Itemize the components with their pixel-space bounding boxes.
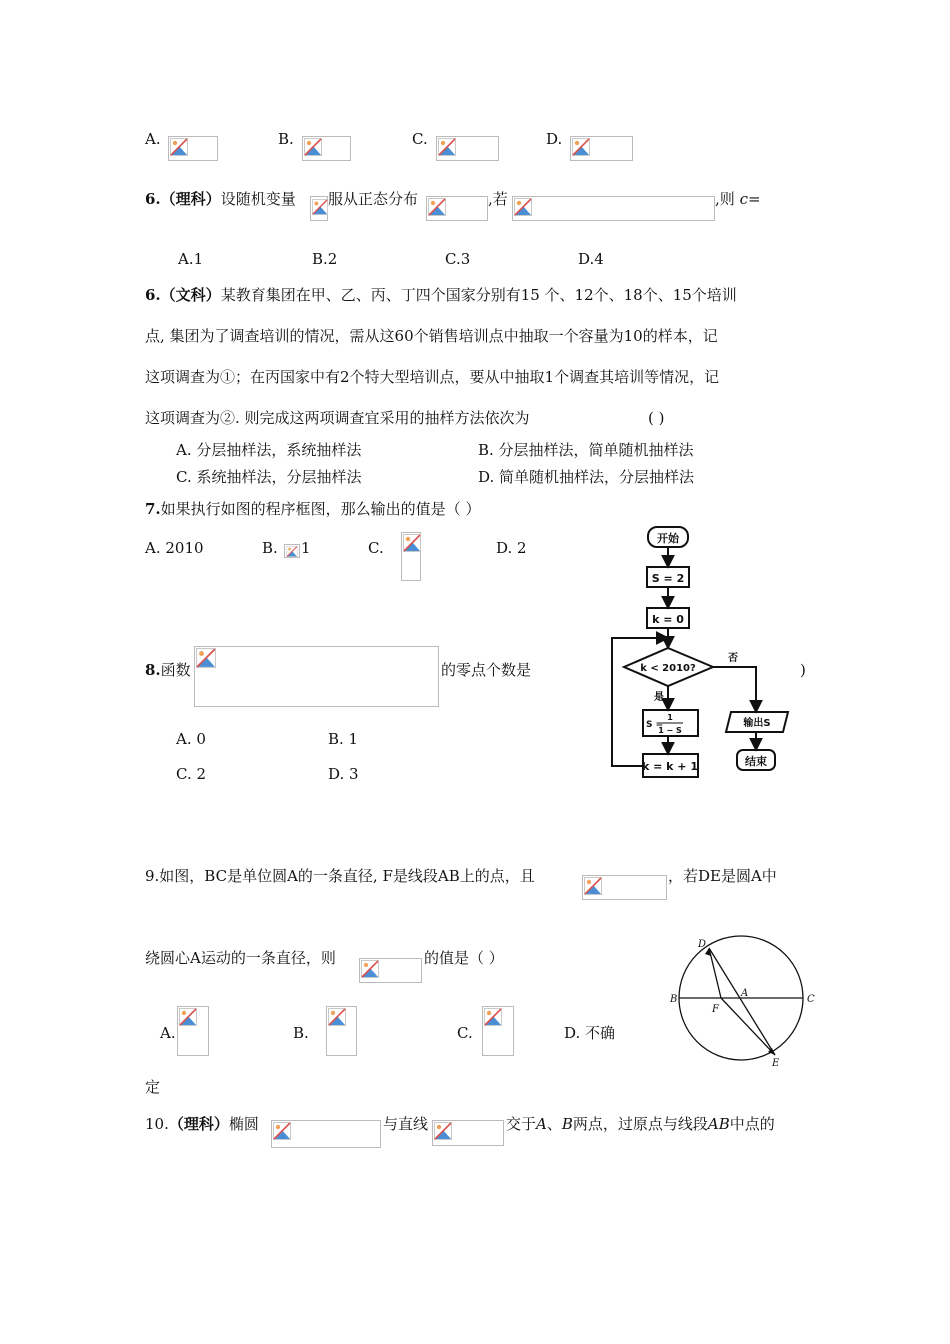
flow-no-label: 否 — [728, 653, 738, 664]
q6-sci-option-d: D.4 — [578, 250, 604, 268]
q9-line1-a: 9.如图，BC是单位圆A的一条直径, F是线段AB上的点，且 — [145, 867, 535, 885]
q9-option-d: D. 不确 — [564, 1024, 616, 1042]
flow-yes-label: 是 — [654, 692, 664, 703]
broken-image-icon — [286, 546, 298, 557]
q6-arts-line2: 点, 集团为了调查培训的情况，需从这60个销售培训点中抽取一个容量为10的样本，记 — [145, 327, 718, 345]
broken-image-icon — [179, 1008, 197, 1026]
broken-image-icon — [572, 138, 590, 156]
q10-ellipse-image — [271, 1120, 381, 1148]
q6-arts-option-c: C. 系统抽样法，分层抽样法 — [176, 468, 362, 486]
broken-image-icon — [361, 960, 379, 978]
q6-sci-stem: 6.（理科）设随机变量 — [145, 190, 296, 208]
broken-image-icon — [428, 198, 446, 216]
q10-line-image — [432, 1120, 504, 1146]
q6-arts-option-a: A. 分层抽样法，系统抽样法 — [176, 441, 362, 459]
q10-stem: 10.（理科）椭圆 — [145, 1115, 259, 1133]
flow-s-lhs: S = — [646, 720, 664, 730]
flow-k-init-text: k = 0 — [652, 613, 684, 626]
broken-image-icon — [403, 534, 421, 552]
q5-option-a-label: A. — [145, 130, 161, 148]
q6-arts-option-b: B. 分层抽样法，简单随机抽样法 — [478, 441, 694, 459]
broken-image-icon — [328, 1008, 346, 1026]
q8-stem: 8.函数 — [145, 661, 191, 679]
broken-image-icon — [312, 198, 328, 216]
q5-option-d-image — [570, 136, 633, 161]
q9-condition-image — [582, 875, 667, 900]
q8-option-c: C. 2 — [176, 765, 207, 783]
q6-arts-line3: 这项调查为①；在丙国家中有2个特大型培训点，要从中抽取1个调查其培训等情况，记 — [145, 368, 720, 386]
q6-sci-condition-image — [512, 196, 715, 221]
flow-end-text: 结束 — [745, 755, 767, 768]
q8-option-a: A. 0 — [176, 730, 206, 748]
q9-line2-b: 的值是（ ） — [424, 949, 504, 967]
flow-output-text: 输出S — [743, 718, 771, 729]
q6-sci-text4: ,则 c= — [715, 190, 761, 208]
flow-s-init-text: S = 2 — [651, 572, 685, 585]
q9-line2-a: 绕圆心A运动的一条直径，则 — [145, 949, 336, 967]
segment-fe — [721, 998, 775, 1055]
q9-line1-b: ，若DE是圆A中 — [668, 867, 777, 885]
q6-sci-text2: 服从正态分布 — [328, 190, 419, 208]
diameter-de — [709, 948, 775, 1055]
q8-option-d: D. 3 — [328, 765, 359, 783]
q6-sci-distribution-image — [426, 196, 488, 221]
q9-option-b-label: B. — [293, 1024, 309, 1042]
q9-option-a-image — [177, 1006, 209, 1056]
q9-option-b-image — [326, 1006, 357, 1056]
flow-s-numerator: 1 — [667, 713, 673, 722]
q5-option-d-label: D. — [546, 130, 563, 148]
q6-arts-paren: ( ) — [648, 409, 665, 427]
q8-paren: ) — [800, 661, 806, 679]
q7-stem: 7.如果执行如图的程序框图，那么输出的值是（ ） — [145, 500, 481, 518]
flow-condition-text: k < 2010? — [640, 663, 696, 674]
q7-option-c-label: C. — [368, 539, 384, 557]
q6-sci-option-a: A.1 — [178, 250, 204, 268]
broken-image-icon — [304, 138, 322, 156]
program-flowchart — [600, 520, 820, 795]
q7-option-b-label: B. — [262, 539, 278, 557]
q6-sci-text3: ,若 — [488, 190, 508, 208]
q7-option-b-image — [284, 544, 300, 558]
q5-option-a-image — [168, 136, 218, 161]
q5-option-c-label: C. — [412, 130, 428, 148]
q8-option-b: B. 1 — [328, 730, 359, 748]
q6-arts-line4: 这项调查为②. 则完成这两项调查宜采用的抽样方法依次为 — [145, 409, 530, 427]
q9-option-c-label: C. — [457, 1024, 473, 1042]
broken-image-icon — [273, 1122, 291, 1140]
label-a: A — [741, 988, 749, 999]
flow-s-denominator: 1 − S — [658, 726, 682, 735]
label-d: D — [698, 939, 707, 950]
flow-start-text: 开始 — [657, 532, 679, 545]
broken-image-icon — [434, 1122, 452, 1140]
label-c: C — [807, 994, 815, 1005]
q7-option-d: D. 2 — [496, 539, 527, 557]
q7-option-b-tail: 1 — [301, 539, 311, 557]
broken-image-icon — [170, 138, 188, 156]
q9-option-c-image — [482, 1006, 514, 1056]
q5-option-c-image — [436, 136, 499, 161]
q6-sci-option-b: B.2 — [312, 250, 338, 268]
q7-option-a: A. 2010 — [145, 539, 204, 557]
q7-option-c-image — [401, 532, 421, 581]
unit-circle-figure — [665, 935, 825, 1070]
q10-text3: 交于A、B两点，过原点与线段AB中点的 — [506, 1115, 775, 1133]
q5-option-b-label: B. — [278, 130, 294, 148]
q5-option-b-image — [302, 136, 351, 161]
q6-sci-variable-image — [310, 196, 328, 221]
flow-k-inc-text: k = k + 1 — [641, 760, 699, 773]
broken-image-icon — [584, 877, 602, 895]
label-b: B — [670, 994, 678, 1005]
broken-image-icon — [514, 198, 532, 216]
broken-image-icon — [438, 138, 456, 156]
q9-option-a-label: A. — [160, 1024, 176, 1042]
q6-arts-line1: 6.（文科）某教育集团在甲、乙、丙、丁四个国家分别有15 个、12个、18个、15个培训 — [145, 286, 737, 304]
q9-tail: 定 — [145, 1078, 161, 1096]
q10-text2: 与直线 — [383, 1115, 429, 1133]
q6-sci-option-c: C.3 — [445, 250, 471, 268]
label-f: F — [712, 1004, 719, 1015]
q8-function-image — [194, 646, 439, 707]
broken-image-icon — [484, 1008, 502, 1026]
label-e: E — [772, 1058, 780, 1069]
q9-expression-image — [359, 958, 422, 983]
broken-image-icon — [196, 648, 216, 668]
q8-text2: 的零点个数是 — [441, 661, 532, 679]
q6-arts-option-d: D. 简单随机抽样法，分层抽样法 — [478, 468, 695, 486]
